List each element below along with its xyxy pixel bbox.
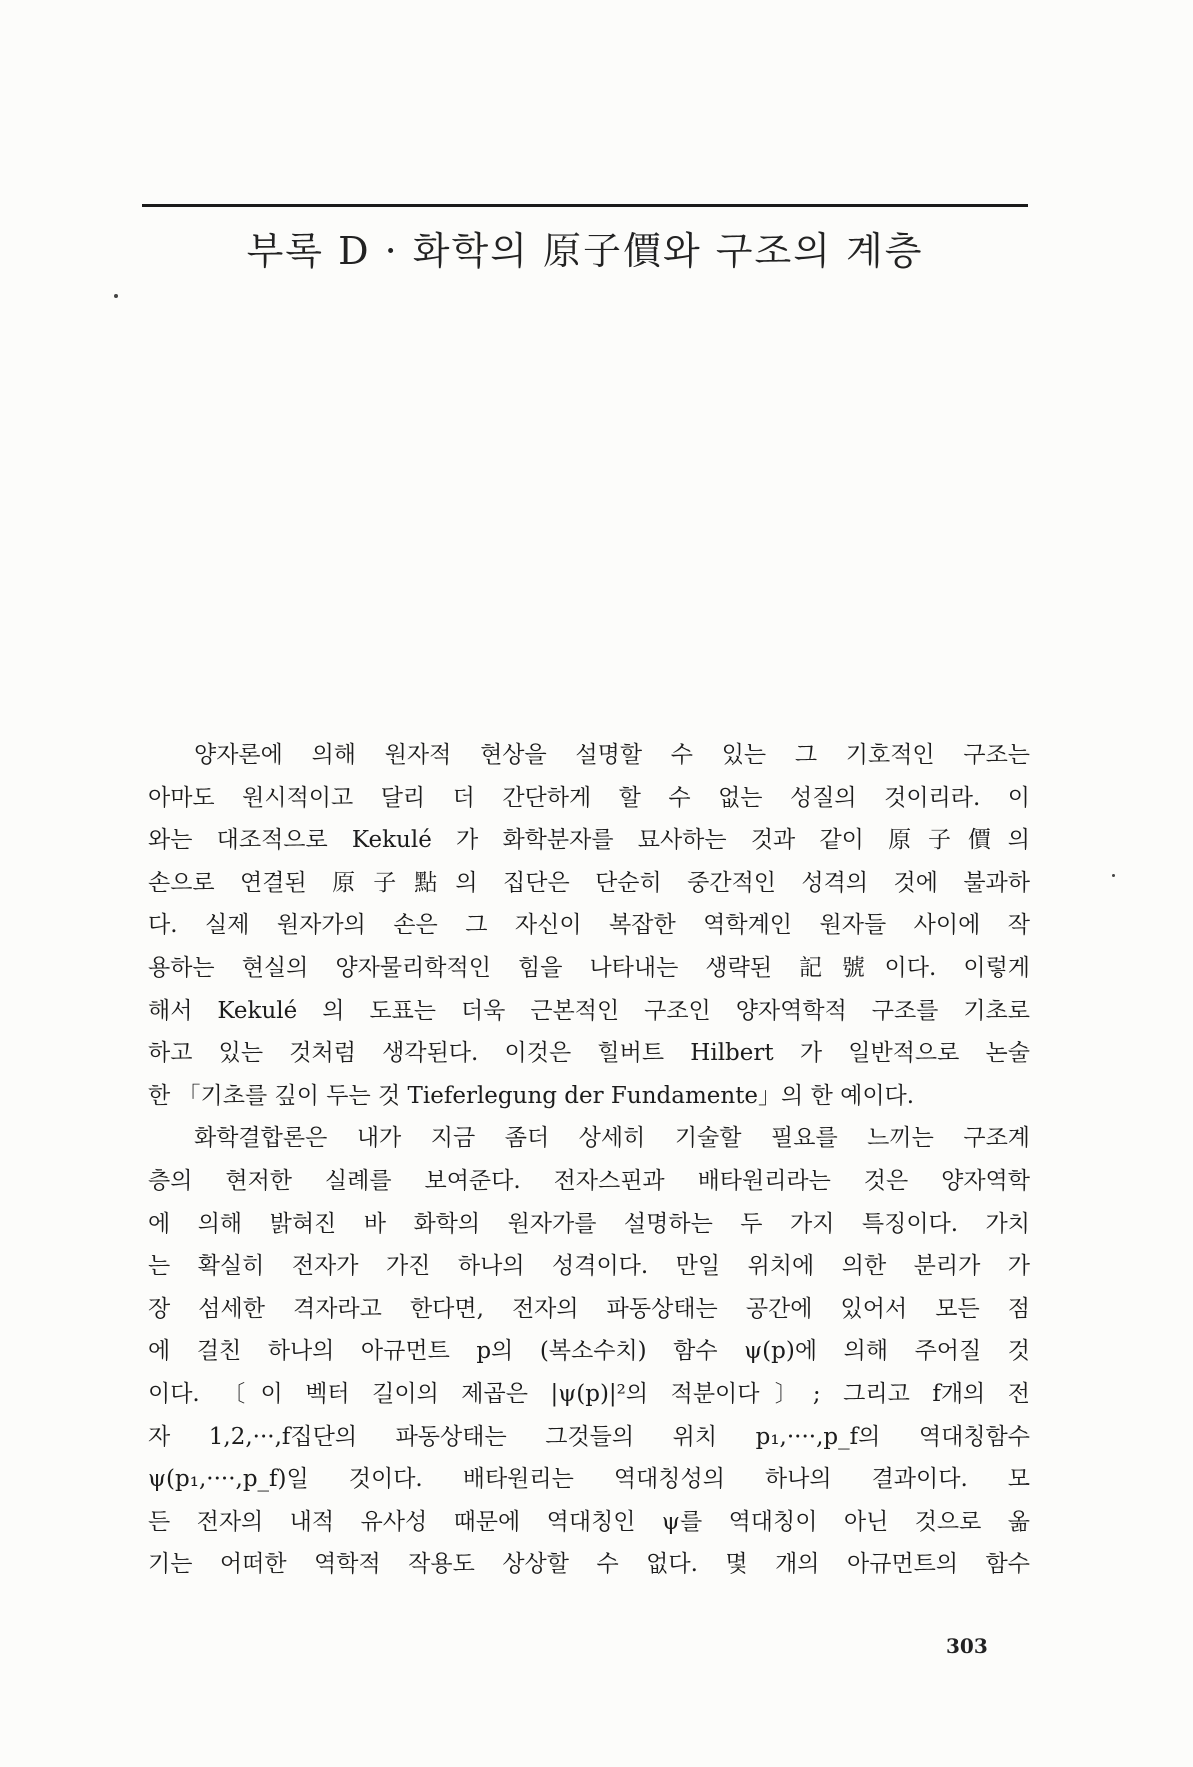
text-line: 용하는 현실의 양자물리학적인 힘을 나타내는 생략된 記號이다. 이렇게 [148,954,1030,981]
page-number: 303 [946,1634,988,1658]
text-line: 한 「기초를 깊이 두는 것 Tieferlegung der Fundamente」의 한 예이다. [148,1082,915,1109]
text-line: 층의 현저한 실례를 보여준다. 전자스핀과 배타원리라는 것은 양자역학 [148,1167,1030,1194]
header-rule [142,204,1028,207]
text-line: 는 확실히 전자가 가진 하나의 성격이다. 만일 위치에 의한 분리가 가 [148,1253,1030,1280]
text-line: ψ(p₁,····,p_f)일 것이다. 배타원리는 역대칭성의 하나의 결과이다. 모 [148,1466,1030,1493]
ink-speck [1112,874,1115,877]
text-line: 에 의해 밝혀진 바 화학의 원자가를 설명하는 두 가지 특징이다. 가치 [148,1210,1030,1237]
text-line: 손으로 연결된 原子點의 집단은 단순히 중간적인 성격의 것에 불과하 [148,869,1030,896]
text-line: 다. 실제 원자가의 손은 그 자신이 복잡한 역학계인 원자들 사이에 작 [148,912,1030,939]
text-line: 하고 있는 것처럼 생각된다. 이것은 힐버트 Hilbert 가 일반적으로 논술 [148,1040,1030,1067]
text-line: 아마도 원시적이고 달리 더 간단하게 할 수 없는 성질의 것이리라. 이 [148,784,1030,811]
text-line: 장 섬세한 격자라고 한다면, 전자의 파동상태는 공간에 있어서 모든 점 [148,1295,1030,1322]
text-line: 기는 어떠한 역학적 작용도 상상할 수 없다. 몇 개의 아규먼트의 함수 [148,1551,1030,1578]
text-line: 화학결합론은 내가 지금 좀더 상세히 기술할 필요를 느끼는 구조계 [194,1125,1030,1152]
text-line: 해서 Kekulé 의 도표는 더욱 근본적인 구조인 양자역학적 구조를 기초로 [148,997,1030,1024]
text-line: 와는 대조적으로 Kekulé 가 화학분자를 묘사하는 것과 같이 原子價의 [148,827,1030,854]
ink-speck [114,294,118,298]
body-text [148,734,1030,1586]
text-line: 에 걸친 하나의 아규먼트 p의 (복소수치) 함수 ψ(p)에 의해 주어질 것 [148,1338,1030,1365]
text-line: 자 1,2,···,f집단의 파동상태는 그것들의 위치 p₁,····,p_f의 역대칭함수 [148,1423,1030,1450]
text-line: 이다. 〔이 벡터 길이의 제곱은 |ψ(p)|²의 적분이다〕; 그리고 f개의 전 [148,1380,1030,1407]
text-line: 양자론에 의해 원자적 현상을 설명할 수 있는 그 기호적인 구조는 [194,742,1030,768]
text-line: 든 전자의 내적 유사성 때문에 역대칭인 ψ를 역대칭이 아닌 것으로 옮 [148,1508,1030,1535]
chapter-title: 부록 D · 화학의 原子價와 구조의 계층 [246,229,924,273]
